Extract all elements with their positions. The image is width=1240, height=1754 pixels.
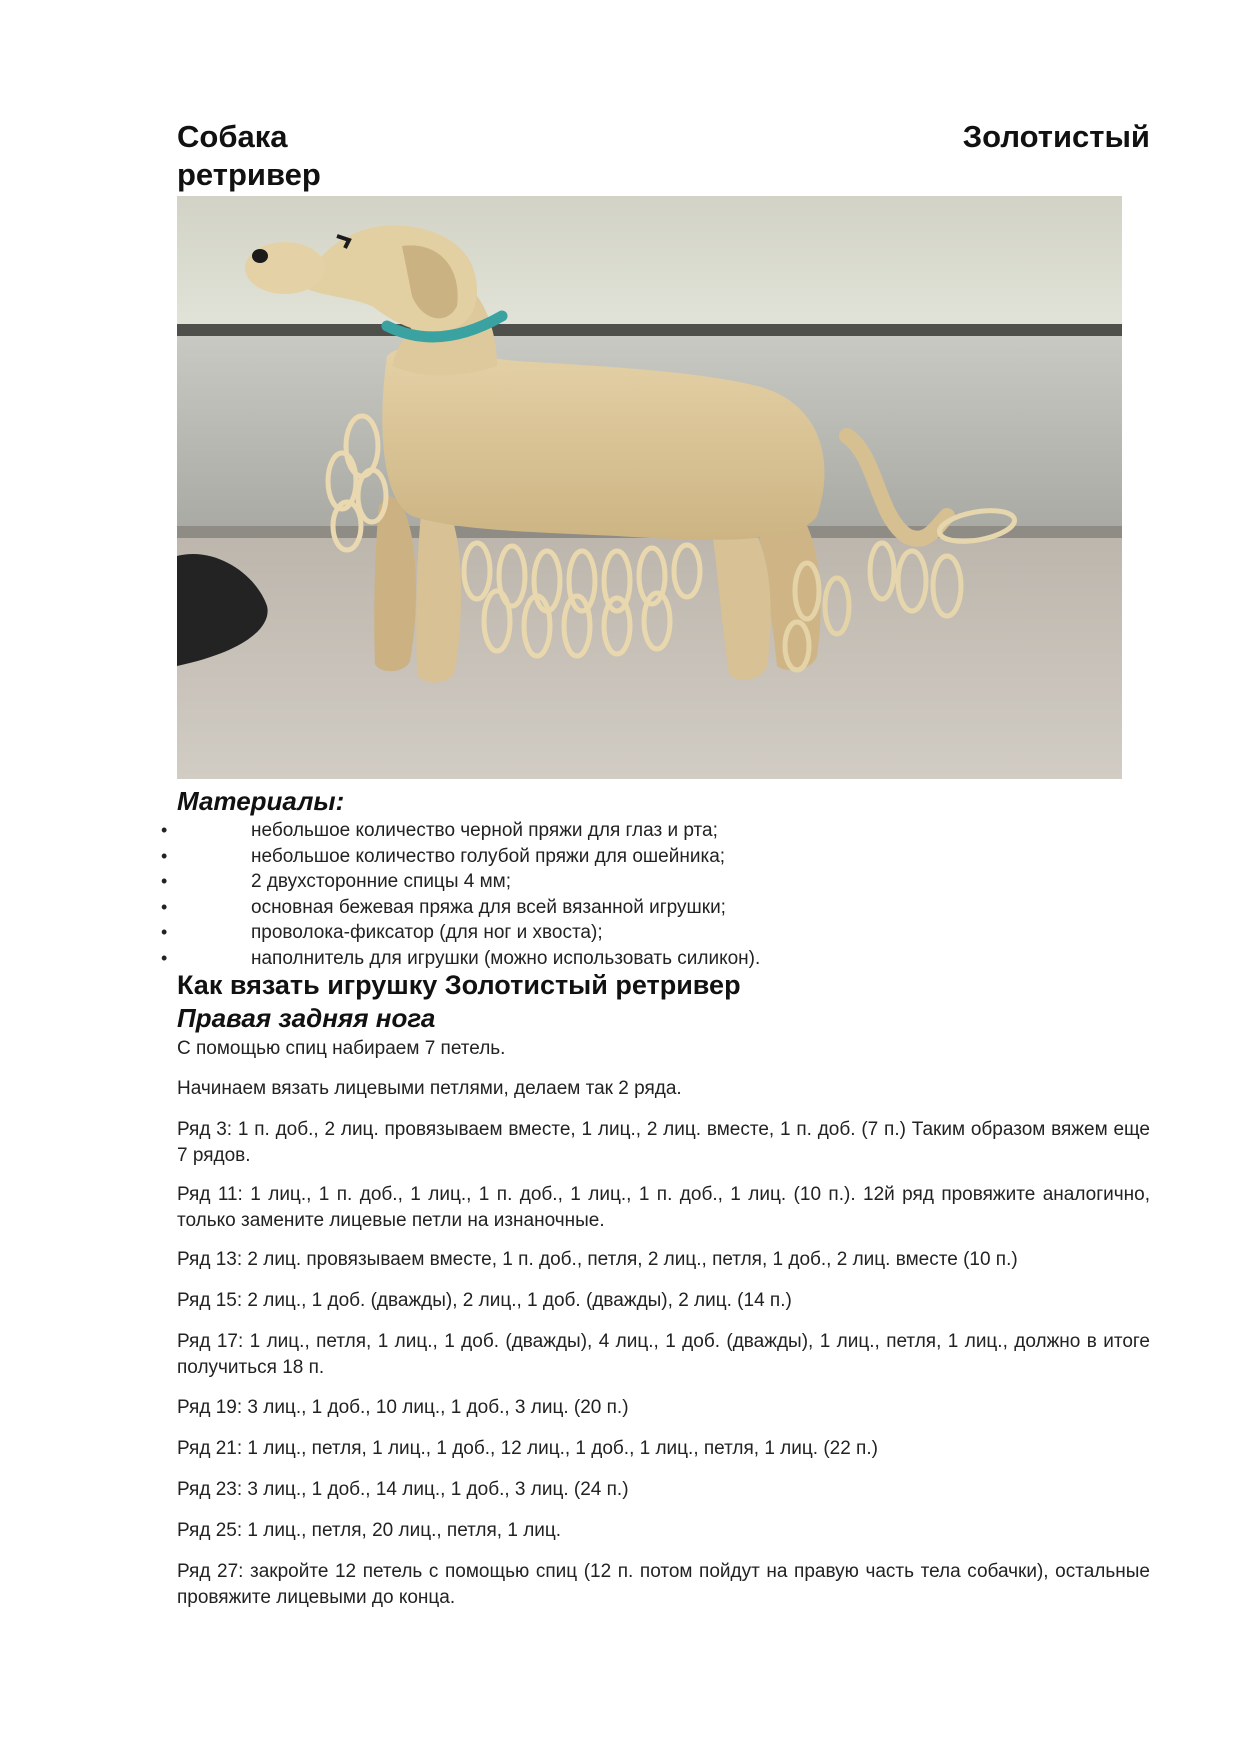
list-item xyxy=(161,920,1121,946)
bullet-icon: • xyxy=(161,947,168,968)
bullet-icon: • xyxy=(161,896,168,917)
instruction-paragraph: С помощью спиц набираем 7 петель. xyxy=(177,1038,506,1059)
list-item-text: основная бежевая пряжа для всей вязанной игрушки; xyxy=(251,896,726,918)
instruction-paragraph: Ряд 23: 3 лиц., 1 доб., 14 лиц., 1 доб., 3 лиц. (24 п.) xyxy=(177,1479,629,1500)
bullet-icon: • xyxy=(161,871,168,891)
instruction-paragraph: Ряд 27: закройте 12 петель с помощью спиц (12 п. потом пойдут на правую часть тела собачки), остальные провяжите лицевыми до конца. xyxy=(177,1561,1150,1608)
bullet-icon: • xyxy=(161,820,168,840)
instruction-paragraph: Ряд 21: 1 лиц., петля, 1 лиц., 1 доб., 12 лиц., 1 доб., 1 лиц., петля, 1 лиц. (22 п.) xyxy=(177,1438,878,1459)
instruction-paragraph: Ряд 15: 2 лиц., 1 доб. (дважды), 2 лиц., 1 доб. (дважды), 2 лиц. (14 п.) xyxy=(177,1290,792,1311)
instruction-paragraph: Ряд 25: 1 лиц., петля, 20 лиц., петля, 1 лиц. xyxy=(177,1520,562,1541)
knitted-golden-retriever-toy-photo xyxy=(177,196,1122,779)
instruction-paragraph: Начинаем вязать лицевыми петлями, делаем так 2 ряда. xyxy=(177,1078,682,1099)
page-title-right: Золотистый xyxy=(962,119,1150,154)
list-item-text: наполнитель для игрушки (можно использовать силикон). xyxy=(251,947,761,969)
instruction-paragraph: Ряд 11: 1 лиц., 1 п. доб., 1 лиц., 1 п. доб., 1 лиц., 1 п. доб., 1 лиц. (10 п.). 12й ряд провяжите аналогично, только замените лицевые петли на изнаночные. xyxy=(177,1184,1150,1231)
instruction-paragraph: Ряд 3: 1 п. доб., 2 лиц. провязываем вместе, 1 лиц., 2 лиц. вместе, 1 п. доб. (7 п.) Таким образом вяжем еще 7 рядов. xyxy=(177,1119,1150,1166)
materials-list xyxy=(161,818,1121,971)
list-item xyxy=(161,946,1121,972)
list-item xyxy=(161,869,1121,895)
list-item xyxy=(161,895,1121,921)
instruction-paragraph: Ряд 13: 2 лиц. провязываем вместе, 1 п. доб., петля, 2 лиц., петля, 1 доб., 2 лиц. вместе (10 п.) xyxy=(177,1249,1018,1270)
page-title: Собака ретривер xyxy=(177,119,321,192)
bullet-icon: • xyxy=(161,845,168,866)
list-item-text: 2 двухсторонние спицы 4 мм; xyxy=(251,871,511,892)
list-item-text: небольшое количество голубой пряжи для ошейника; xyxy=(251,845,726,867)
list-item xyxy=(161,844,1121,870)
instruction-paragraph: Ряд 17: 1 лиц., петля, 1 лиц., 1 доб. (дважды), 4 лиц., 1 доб. (дважды), 1 лиц., петля, 1 лиц., должно в итоге получиться 18 п. xyxy=(177,1331,1150,1378)
list-item-text: проволока-фиксатор (для ног и хвоста); xyxy=(251,922,603,943)
title-row xyxy=(177,118,1150,198)
bullet-icon: • xyxy=(161,922,168,942)
section-heading: Как вязать игрушку Золотистый ретривер xyxy=(177,970,741,1000)
instruction-paragraph: Ряд 19: 3 лиц., 1 доб., 10 лиц., 1 доб., 3 лиц. (20 п.) xyxy=(177,1397,629,1418)
dog-photo xyxy=(177,196,1122,779)
sub-heading: Правая задняя нога xyxy=(177,1003,436,1033)
list-item-text: небольшое количество черной пряжи для глаз и рта; xyxy=(251,820,718,841)
list-item xyxy=(161,818,1121,844)
materials-heading: Материалы: xyxy=(177,786,345,816)
